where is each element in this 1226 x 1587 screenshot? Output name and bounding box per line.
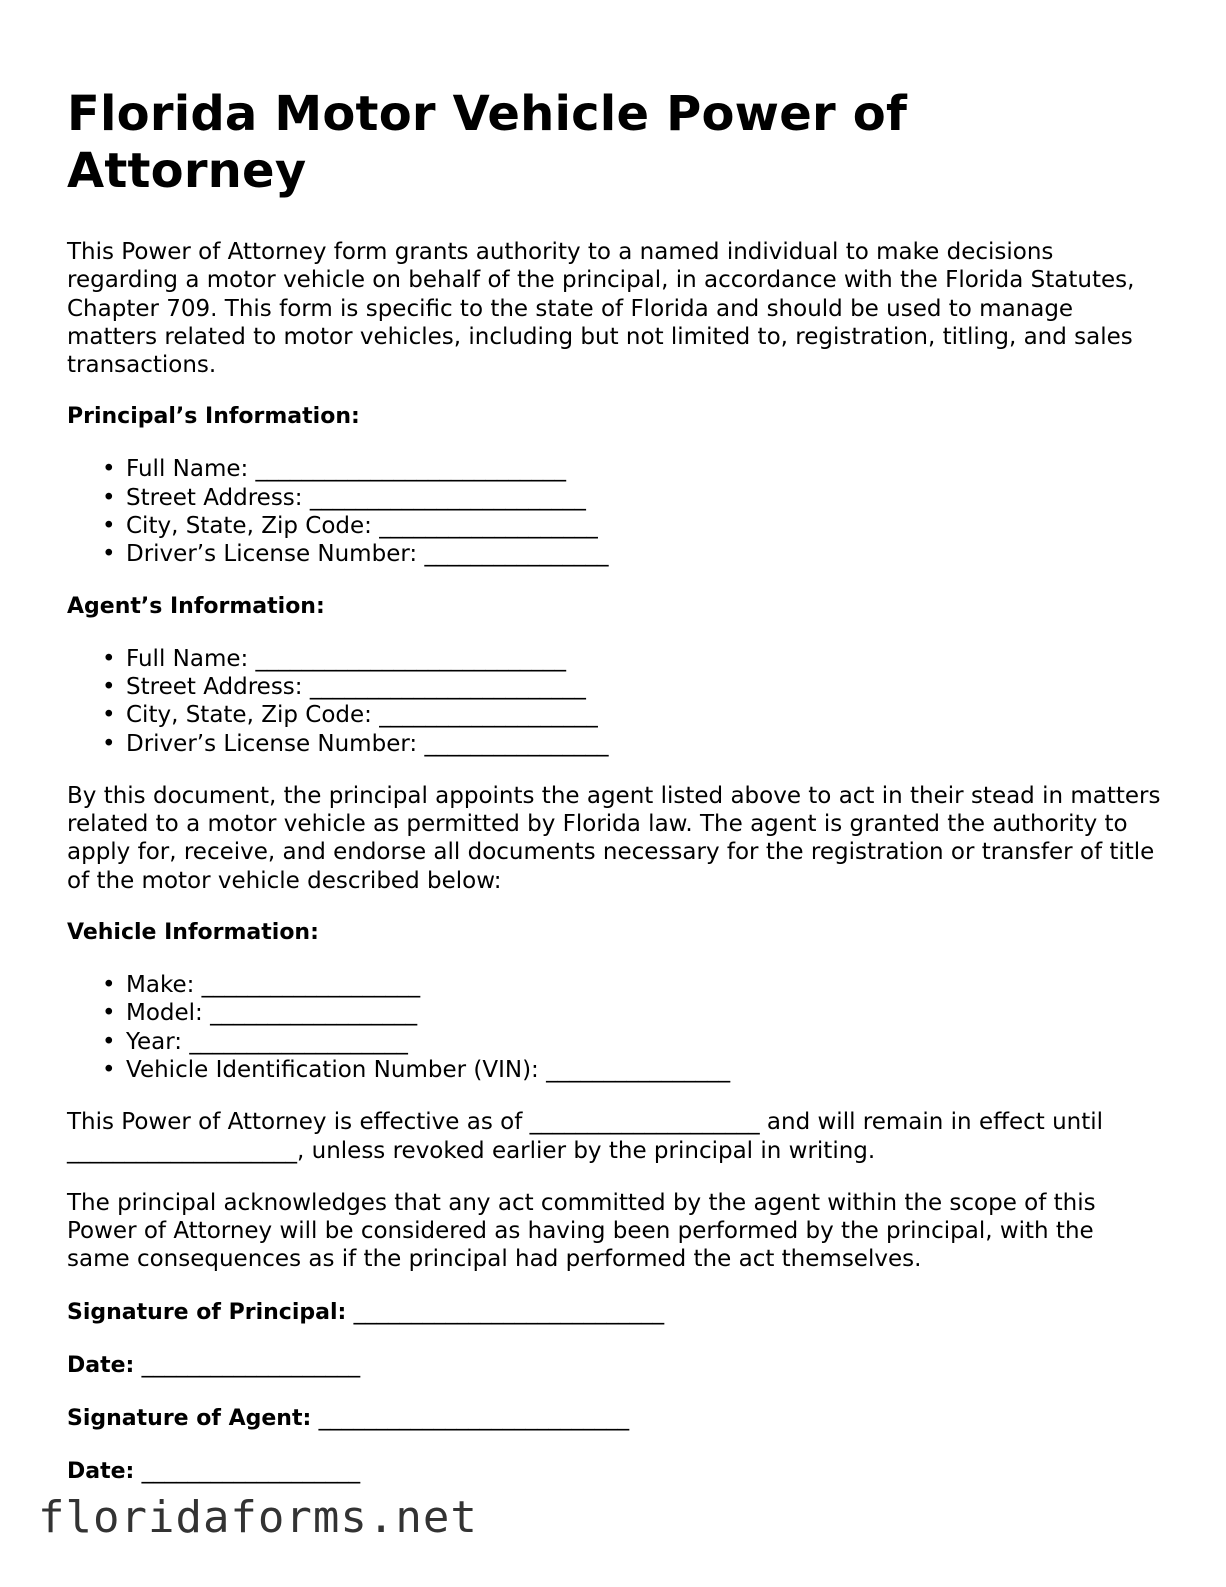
principal-license-field: • Driver’s License Number: ________________ [126,540,1162,568]
principal-street-address-field: • Street Address: ________________________ [126,484,1162,512]
principal-city-state-zip-field: • City, State, Zip Code: ___________________ [126,512,1162,540]
principal-fields-list [67,455,1162,568]
agent-fields-list [67,645,1162,758]
vehicle-model-field: • Model: __________________ [126,999,1162,1027]
agent-signature-blank: ___________________________ [318,1404,630,1431]
principal-signature-label: Signature of Principal: [67,1299,347,1325]
principal-full-name-field: • Full Name: ___________________________ [126,455,1162,483]
agent-date-line [67,1457,1162,1486]
agent-full-name-field: • Full Name: ___________________________ [126,645,1162,673]
agent-signature-label: Signature of Agent: [67,1405,312,1431]
site-watermark: floridaforms.net [38,1492,478,1543]
agent-date-blank: ___________________ [141,1457,361,1484]
vehicle-make-field: • Make: ___________________ [126,971,1162,999]
intro-paragraph: This Power of Attorney form grants authority to a named individual to make decisions regarding a motor vehicle on behalf of the principal, in accordance with the Florida Statutes, Chapter 709. This form is specific to the state of Florida and should be used to manage matters related to motor vehicles, including but not limited to, registration, titling, and sales transactions. [67,239,1135,379]
agent-heading: Agent’s Information: [67,593,325,619]
appointment-paragraph: By this document, the principal appoints the agent listed above to act in their stead in matters related to a motor vehicle as permitted by Florida law. The agent is granted the authority to apply for, receive, and endorse all documents necessary for the registration or transfer of title of the motor vehicle described below: [67,782,1161,894]
document-title: Florida Motor Vehicle Power of Attorney [67,86,908,199]
principal-date-label: Date: [67,1352,135,1378]
vehicle-year-field: • Year: ___________________ [126,1028,1162,1056]
principal-signature-line [67,1298,1162,1327]
vehicle-fields-list [67,971,1162,1084]
document-page [67,86,1162,1510]
principal-heading: Principal’s Information: [67,404,360,430]
principal-signature-blank: ___________________________ [353,1298,665,1325]
agent-date-label: Date: [67,1458,135,1484]
effective-period-paragraph: This Power of Attorney is effective as of ____________________ and will remain in effect until ____________________, unless revoked earlier by the principal in writing. [67,1109,1104,1164]
agent-signature-line [67,1404,1162,1433]
acknowledgement-paragraph: The principal acknowledges that any act committed by the agent within the scope of this Power of Attorney will be considered as having been performed by the principal, with the same consequences as if the principal had performed the act themselves. [67,1189,1096,1273]
principal-date-line [67,1351,1162,1380]
agent-street-address-field: • Street Address: ________________________ [126,673,1162,701]
principal-date-blank: ___________________ [141,1351,361,1378]
vehicle-heading: Vehicle Information: [67,920,319,946]
agent-city-state-zip-field: • City, State, Zip Code: ___________________ [126,701,1162,729]
agent-license-field: • Driver’s License Number: ________________ [126,730,1162,758]
vehicle-vin-field: • Vehicle Identification Number (VIN): ________________ [126,1056,1162,1084]
